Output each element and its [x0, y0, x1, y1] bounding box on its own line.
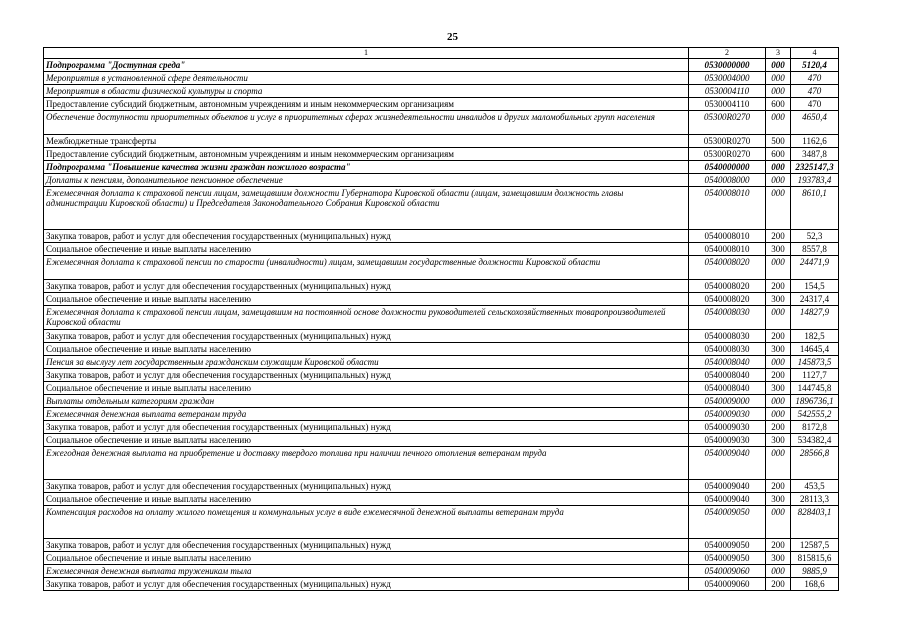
- row-sum-cell: 168,6: [791, 578, 839, 591]
- row-code-cell: 0540009040: [689, 447, 766, 480]
- row-code-cell: 0540008030: [689, 306, 766, 330]
- row-sum-cell: 9885,9: [791, 565, 839, 578]
- row-type-cell: 000: [766, 565, 791, 578]
- row-name-cell: Социальное обеспечение и иные выплаты населению: [44, 343, 689, 356]
- row-code-cell: 0540008000: [689, 174, 766, 187]
- row-name-cell: Закупка товаров, работ и услуг для обеспечения государственных (муниципальных) нужд: [44, 230, 689, 243]
- row-name-cell: Социальное обеспечение и иные выплаты населению: [44, 243, 689, 256]
- table-row: [44, 85, 839, 98]
- row-type-cell: 000: [766, 506, 791, 539]
- row-type-cell: 000: [766, 59, 791, 72]
- row-sum-cell: 14827,9: [791, 306, 839, 330]
- table-row: [44, 98, 839, 111]
- table-row: [44, 230, 839, 243]
- row-type-cell: 000: [766, 111, 791, 135]
- column-number-1: 1: [44, 48, 689, 59]
- row-name-cell: Обеспечение доступности приоритетных объектов и услуг в приоритетных сферах жизнедеятельности инвалидов и других маломобильных групп населения: [44, 111, 689, 135]
- row-code-cell: 0540008020: [689, 256, 766, 280]
- column-number-2: 2: [689, 48, 766, 59]
- row-name-cell: Ежемесячная денежная выплата ветеранам труда: [44, 408, 689, 421]
- row-name-cell: Ежемесячная доплата к страховой пенсии лицам, замещавшим должности Губернатора Кировской области (лицам, замещавшим должность главы администрации Кировской области) и Председателя Законодательного Собрания Кировской области: [44, 187, 689, 230]
- budget-table: [43, 47, 839, 591]
- row-code-cell: 05300R0270: [689, 111, 766, 135]
- row-sum-cell: 28113,3: [791, 493, 839, 506]
- row-name-cell: Мероприятия в области физической культуры и спорта: [44, 85, 689, 98]
- row-type-cell: 300: [766, 382, 791, 395]
- row-name-cell: Предоставление субсидий бюджетным, автономным учреждениям и иным некоммерческим организациям: [44, 148, 689, 161]
- row-sum-cell: 470: [791, 85, 839, 98]
- table-row: [44, 356, 839, 369]
- row-type-cell: 000: [766, 356, 791, 369]
- row-sum-cell: 828403,1: [791, 506, 839, 539]
- row-code-cell: 0540008030: [689, 343, 766, 356]
- row-name-cell: Социальное обеспечение и иные выплаты населению: [44, 293, 689, 306]
- row-sum-cell: 24317,4: [791, 293, 839, 306]
- row-sum-cell: 453,5: [791, 480, 839, 493]
- row-type-cell: 000: [766, 174, 791, 187]
- row-sum-cell: 12587,5: [791, 539, 839, 552]
- row-type-cell: 200: [766, 421, 791, 434]
- row-sum-cell: 144745,8: [791, 382, 839, 395]
- row-name-cell: Закупка товаров, работ и услуг для обеспечения государственных (муниципальных) нужд: [44, 539, 689, 552]
- row-name-cell: Социальное обеспечение и иные выплаты населению: [44, 434, 689, 447]
- row-name-cell: Предоставление субсидий бюджетным, автономным учреждениям и иным некоммерческим организациям: [44, 98, 689, 111]
- table-row: [44, 148, 839, 161]
- table-row: [44, 552, 839, 565]
- row-name-cell: Социальное обеспечение и иные выплаты населению: [44, 552, 689, 565]
- row-type-cell: 000: [766, 161, 791, 174]
- row-code-cell: 0540009040: [689, 493, 766, 506]
- row-code-cell: 05300R0270: [689, 148, 766, 161]
- row-type-cell: 200: [766, 230, 791, 243]
- row-type-cell: 500: [766, 135, 791, 148]
- table-row: [44, 343, 839, 356]
- row-type-cell: 300: [766, 434, 791, 447]
- row-name-cell: Выплаты отдельным категориям граждан: [44, 395, 689, 408]
- table-row: [44, 369, 839, 382]
- row-name-cell: Компенсация расходов на оплату жилого помещения и коммунальных услуг в виде ежемесячной денежной выплаты ветеранам труда: [44, 506, 689, 539]
- row-name-cell: Закупка товаров, работ и услуг для обеспечения государственных (муниципальных) нужд: [44, 480, 689, 493]
- column-number-3: 3: [766, 48, 791, 59]
- row-code-cell: 0540009030: [689, 434, 766, 447]
- row-type-cell: 200: [766, 480, 791, 493]
- row-sum-cell: 154,5: [791, 280, 839, 293]
- row-name-cell: Мероприятия в установленной сфере деятельности: [44, 72, 689, 85]
- row-sum-cell: 24471,9: [791, 256, 839, 280]
- table-row: [44, 293, 839, 306]
- row-code-cell: 0540009040: [689, 480, 766, 493]
- row-type-cell: 000: [766, 447, 791, 480]
- row-type-cell: 200: [766, 280, 791, 293]
- table-row: [44, 447, 839, 480]
- row-name-cell: Ежемесячная доплата к страховой пенсии по старости (инвалидности) лицам, замещавшим государственные должности Кировской области: [44, 256, 689, 280]
- row-type-cell: 000: [766, 395, 791, 408]
- row-type-cell: 200: [766, 539, 791, 552]
- row-type-cell: 000: [766, 256, 791, 280]
- table-row: [44, 72, 839, 85]
- table-row: [44, 256, 839, 280]
- row-sum-cell: 470: [791, 72, 839, 85]
- row-sum-cell: 28566,8: [791, 447, 839, 480]
- row-code-cell: 0540009060: [689, 565, 766, 578]
- row-sum-cell: 1162,6: [791, 135, 839, 148]
- row-code-cell: 0540009030: [689, 408, 766, 421]
- row-name-cell: Пенсия за выслугу лет государственным гражданским служащим Кировской области: [44, 356, 689, 369]
- table-row: [44, 493, 839, 506]
- row-sum-cell: 8557,8: [791, 243, 839, 256]
- row-sum-cell: 14645,4: [791, 343, 839, 356]
- row-code-cell: 0530004000: [689, 72, 766, 85]
- row-type-cell: 300: [766, 293, 791, 306]
- row-sum-cell: 2325147,3: [791, 161, 839, 174]
- table-row: [44, 421, 839, 434]
- row-name-cell: Ежемесячная доплата к страховой пенсии лицам, замещавшим на постоянной основе должности руководителей сельскохозяйственных товаропроизводителей Кировской области: [44, 306, 689, 330]
- row-type-cell: 000: [766, 408, 791, 421]
- row-code-cell: 0540008040: [689, 356, 766, 369]
- row-type-cell: 300: [766, 243, 791, 256]
- row-code-cell: 0540009050: [689, 552, 766, 565]
- column-number-4: 4: [791, 48, 839, 59]
- row-sum-cell: 1896736,1: [791, 395, 839, 408]
- table-row: [44, 382, 839, 395]
- budget-table-body: [44, 48, 839, 591]
- row-code-cell: 05300R0270: [689, 135, 766, 148]
- row-name-cell: Подпрограмма "Повышение качества жизни граждан пожилого возраста": [44, 161, 689, 174]
- table-row: [44, 135, 839, 148]
- row-code-cell: 0540009000: [689, 395, 766, 408]
- row-sum-cell: 4650,4: [791, 111, 839, 135]
- row-sum-cell: 8610,1: [791, 187, 839, 230]
- row-type-cell: 000: [766, 306, 791, 330]
- table-row: [44, 243, 839, 256]
- row-name-cell: Ежегодная денежная выплата на приобретение и доставку твердого топлива при наличии печного отопления ветеранам труда: [44, 447, 689, 480]
- row-type-cell: 000: [766, 72, 791, 85]
- table-row: [44, 59, 839, 72]
- row-type-cell: 600: [766, 98, 791, 111]
- table-row: [44, 187, 839, 230]
- row-name-cell: Закупка товаров, работ и услуг для обеспечения государственных (муниципальных) нужд: [44, 578, 689, 591]
- table-row: [44, 111, 839, 135]
- row-code-cell: 0540008030: [689, 330, 766, 343]
- row-code-cell: 0530004110: [689, 85, 766, 98]
- row-type-cell: 000: [766, 85, 791, 98]
- table-row: [44, 434, 839, 447]
- row-type-cell: 600: [766, 148, 791, 161]
- table-row: [44, 395, 839, 408]
- row-code-cell: 0540009050: [689, 506, 766, 539]
- table-row: [44, 330, 839, 343]
- row-code-cell: 0540009060: [689, 578, 766, 591]
- row-type-cell: 300: [766, 343, 791, 356]
- table-row: [44, 565, 839, 578]
- row-type-cell: 300: [766, 552, 791, 565]
- row-code-cell: 0540000000: [689, 161, 766, 174]
- table-row: [44, 306, 839, 330]
- row-sum-cell: 52,3: [791, 230, 839, 243]
- row-type-cell: 000: [766, 187, 791, 230]
- row-sum-cell: 3487,8: [791, 148, 839, 161]
- row-code-cell: 0530000000: [689, 59, 766, 72]
- table-row: [44, 280, 839, 293]
- row-sum-cell: 182,5: [791, 330, 839, 343]
- table-row: [44, 161, 839, 174]
- row-sum-cell: 1127,7: [791, 369, 839, 382]
- row-name-cell: Закупка товаров, работ и услуг для обеспечения государственных (муниципальных) нужд: [44, 369, 689, 382]
- row-code-cell: 0540008040: [689, 382, 766, 395]
- row-type-cell: 200: [766, 330, 791, 343]
- row-sum-cell: 5120,4: [791, 59, 839, 72]
- row-name-cell: Межбюджетные трансферты: [44, 135, 689, 148]
- row-sum-cell: 470: [791, 98, 839, 111]
- table-row: [44, 506, 839, 539]
- row-name-cell: Закупка товаров, работ и услуг для обеспечения государственных (муниципальных) нужд: [44, 330, 689, 343]
- row-name-cell: Закупка товаров, работ и услуг для обеспечения государственных (муниципальных) нужд: [44, 421, 689, 434]
- table-row: [44, 539, 839, 552]
- table-row: [44, 480, 839, 493]
- table-row: [44, 578, 839, 591]
- table-row: [44, 174, 839, 187]
- row-sum-cell: 145873,5: [791, 356, 839, 369]
- row-name-cell: Социальное обеспечение и иные выплаты населению: [44, 493, 689, 506]
- row-sum-cell: 8172,8: [791, 421, 839, 434]
- column-numbers-row: [44, 48, 839, 59]
- table-row: [44, 408, 839, 421]
- row-name-cell: Ежемесячная денежная выплата труженикам тыла: [44, 565, 689, 578]
- row-code-cell: 0540008020: [689, 280, 766, 293]
- row-code-cell: 0540008010: [689, 187, 766, 230]
- row-code-cell: 0530004110: [689, 98, 766, 111]
- row-sum-cell: 815815,6: [791, 552, 839, 565]
- row-code-cell: 0540009050: [689, 539, 766, 552]
- row-sum-cell: 193783,4: [791, 174, 839, 187]
- row-code-cell: 0540008020: [689, 293, 766, 306]
- row-type-cell: 200: [766, 369, 791, 382]
- page-number: 25: [447, 31, 458, 43]
- row-type-cell: 200: [766, 578, 791, 591]
- row-name-cell: Закупка товаров, работ и услуг для обеспечения государственных (муниципальных) нужд: [44, 280, 689, 293]
- row-code-cell: 0540008010: [689, 243, 766, 256]
- row-sum-cell: 534382,4: [791, 434, 839, 447]
- row-name-cell: Социальное обеспечение и иные выплаты населению: [44, 382, 689, 395]
- row-code-cell: 0540008040: [689, 369, 766, 382]
- row-sum-cell: 542555,2: [791, 408, 839, 421]
- row-name-cell: Подпрограмма "Доступная среда": [44, 59, 689, 72]
- row-code-cell: 0540009030: [689, 421, 766, 434]
- row-type-cell: 300: [766, 493, 791, 506]
- row-code-cell: 0540008010: [689, 230, 766, 243]
- row-name-cell: Доплаты к пенсиям, дополнительное пенсионное обеспечение: [44, 174, 689, 187]
